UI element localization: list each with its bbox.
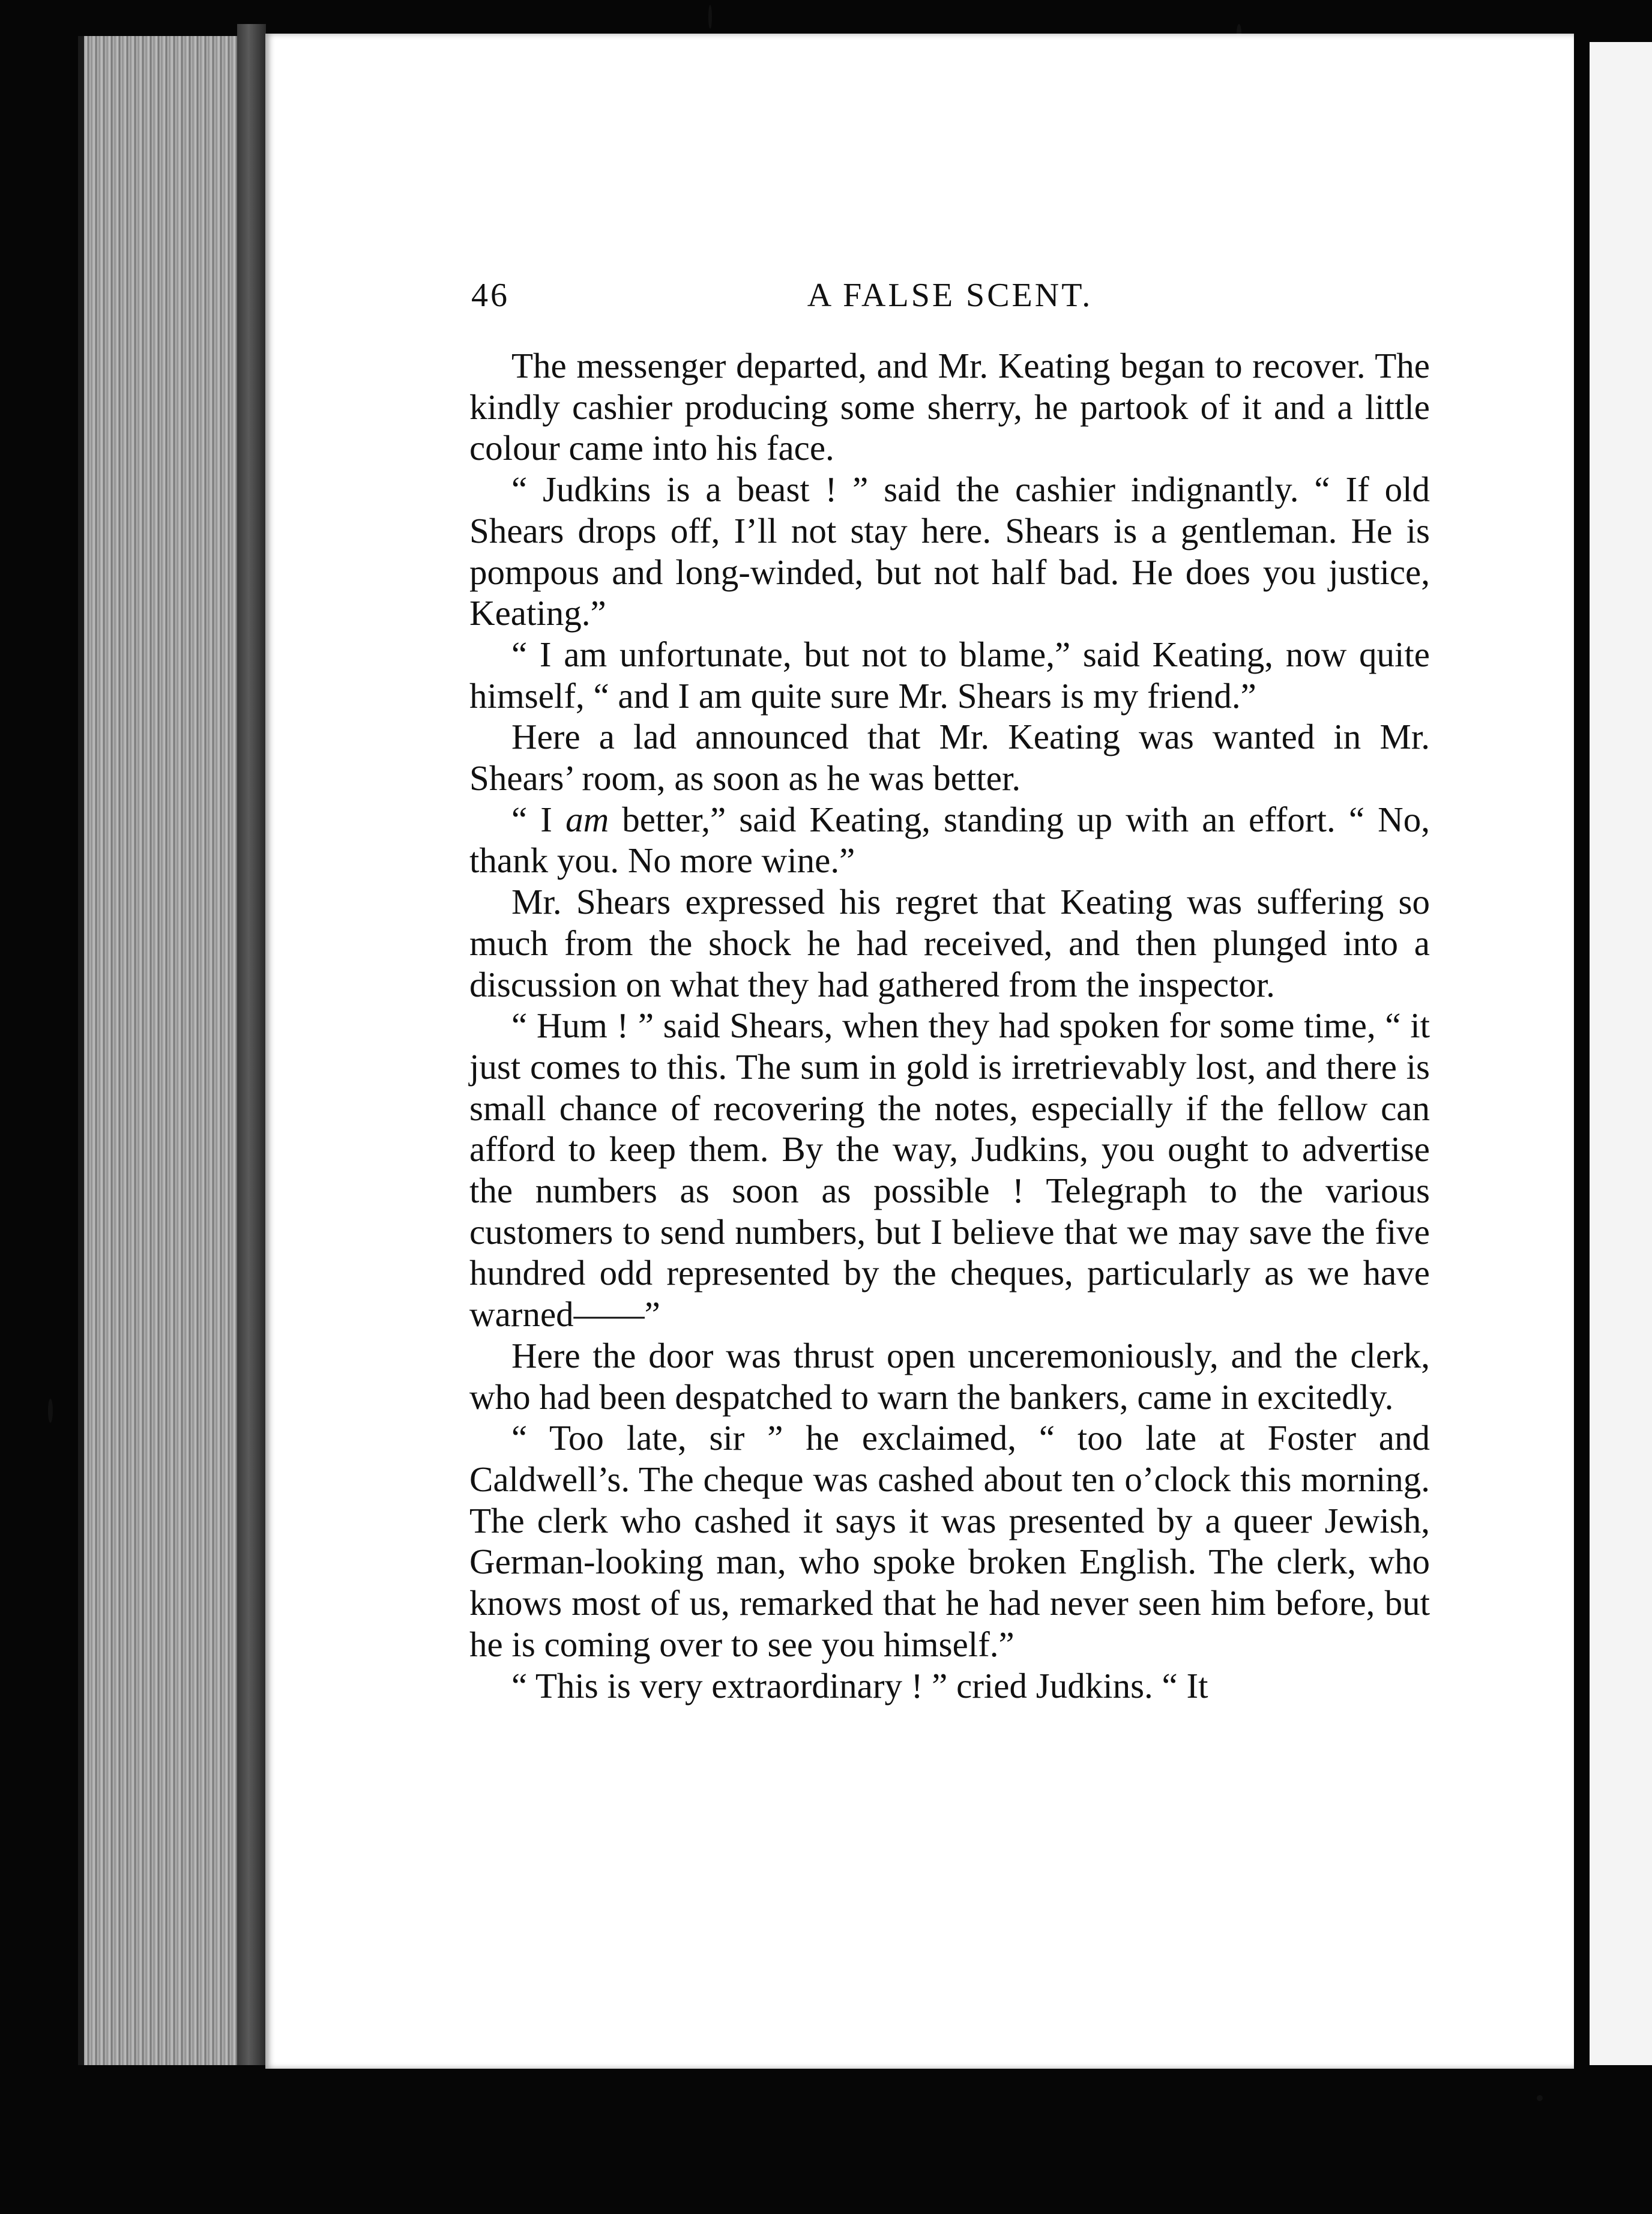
adjacent-page-edge: [1590, 42, 1652, 2065]
paragraph: Mr. Shears expressed his regret that Keating was suffering so much from the shock he had received, and then plunged into a discussion on what they had gathered from the inspector.: [469, 882, 1430, 1004]
emphasized-word: am: [565, 799, 609, 839]
paragraph: “ Judkins is a beast ! ” said the cashier indignantly. “ If old Shears drops off, I’ll not stay here. Shears is a gentleman. He is pompous and long-winded, but not half bad. He does you justice, Keating.”: [469, 469, 1430, 633]
paragraph: Here a lad announced that Mr. Keating was wanted in Mr. Shears’ room, as soon as he was better.: [469, 717, 1430, 798]
paragraph: The messenger departed, and Mr. Keating began to recover. The kindly cashier producing some sherry, he partook of it and a little colour came into his face.: [469, 346, 1430, 468]
paragraph: “ This is very extraordinary ! ” cried Judkins. “ It: [511, 1665, 1208, 1706]
scan-speck: [1537, 2095, 1543, 2101]
book-gutter: [237, 24, 266, 2065]
paragraph: “ Too late, sir ” he exclaimed, “ too late at Foster and Caldwell’s. The cheque was cashed about ten o’clock this morning. The clerk who cashed it says it was presented by a queer Jewish, German-looking man, who spoke broken English. The clerk, who knows most of us, remarked that he had never seen him before, but he is coming over to see you himself.”: [469, 1418, 1430, 1664]
paragraph-text: better,” said Keating, standing up with an effort. “ No, thank you. No more wine.”: [469, 799, 1430, 881]
scan-speck: [708, 5, 712, 29]
paragraph: “ Hum ! ” said Shears, when they had spoken for some time, “ it just comes to this. The sum in gold is irretrievably lost, and there is small chance of recovering the notes, especially if the fellow can afford to keep them. By the way, Judkins, you ought to advertise the numbers as soon as possible ! Telegraph to the various customers to send numbers, but I believe that we may save the five hundred odd represented by the cheques, particularly as we have warned——”: [469, 1006, 1430, 1335]
body-text: [469, 345, 1430, 1706]
paragraph: “ I am unfortunate, but not to blame,” said Keating, now quite himself, “ and I am quite sure Mr. Shears is my friend.”: [469, 634, 1430, 716]
running-head: A FALSE SCENT.: [807, 277, 1093, 314]
paragraph-text: “ I: [511, 799, 566, 839]
page-header: [471, 258, 1429, 330]
page-number: 46: [471, 277, 510, 314]
scan-speck: [48, 1399, 53, 1423]
paragraph: [469, 799, 1430, 881]
paragraph: Here the door was thrust open unceremoniously, and the clerk, who had been despatched to warn the bankers, came in excitedly.: [469, 1335, 1430, 1417]
